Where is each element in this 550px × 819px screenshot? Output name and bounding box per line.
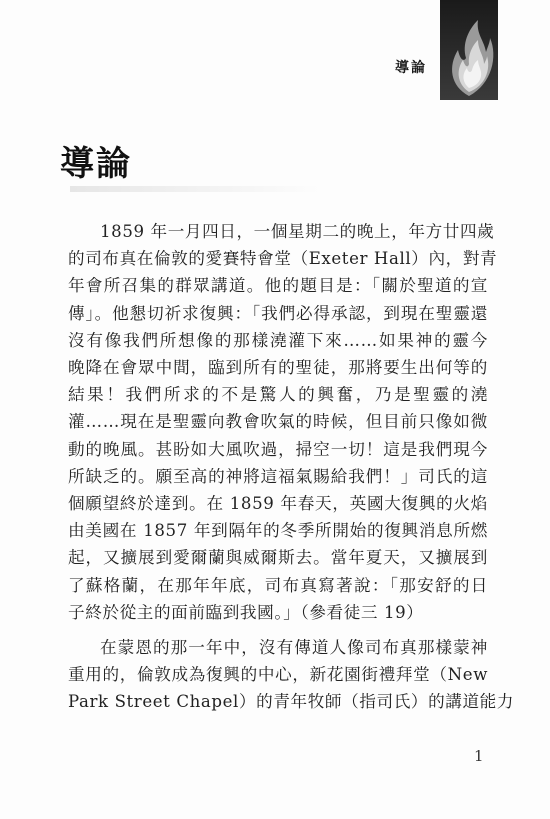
text-line: 結果！我們所求的不是驚人的興奮，乃是聖靈的澆 — [68, 385, 488, 405]
running-header-title: 導論 — [395, 60, 427, 76]
body-text — [68, 218, 515, 716]
text-line: 起，又擴展到愛爾蘭與威爾斯去。當年夏天，又擴展到 — [68, 548, 488, 568]
text-line: 1859 年一月四日，一個星期二的晚上，年方廿四歲 — [100, 222, 495, 241]
text-line: 沒有像我們所想像的那樣澆灌下來……如果神的靈今 — [68, 330, 488, 350]
flame-icon — [440, 0, 498, 100]
chapter-title: 導論 — [60, 144, 132, 184]
text-line: 了蘇格蘭，在那年年底，司布真寫著說：「那安舒的日 — [68, 575, 488, 595]
text-line: 重用的，倫敦成為復興的中心，新花園街禮拜堂（New — [68, 665, 488, 685]
text-line: 灌……現在是聖靈向教會吹氣的時候，但目前只像如微 — [68, 412, 488, 432]
text-line: 子終於從主的面前臨到我國。」（參看徒三 19） — [68, 602, 424, 622]
text-line: 動的晚風。甚盼如大風吹過，掃空一切！這是我們現今 — [68, 439, 488, 459]
text-line: Park Street Chapel）的青年牧師（指司氏）的講道能力 — [68, 692, 515, 712]
paragraph-gap — [68, 626, 488, 634]
text-line: 傳」。他懇切祈求復興：「我們必得承認，到現在聖靈還 — [68, 303, 488, 323]
text-line: 由美國在 1857 年到隔年的冬季所開始的復興消息所燃 — [68, 521, 488, 541]
text-line: 晚降在會眾中間，臨到所有的聖徒，那將要生出何等的 — [68, 358, 488, 378]
title-underline-decoration — [70, 186, 320, 192]
paragraph — [68, 634, 515, 716]
text-line: 年會所召集的群眾講道。他的題目是：「關於聖道的宣 — [68, 276, 488, 296]
page-number: 1 — [474, 747, 484, 765]
text-line: 所缺乏的。願至高的神將這福氣賜給我們！」司氏的這 — [68, 466, 488, 486]
text-line: 的司布真在倫敦的愛賽特會堂（Exeter Hall）內，對青 — [68, 249, 498, 269]
paragraph — [68, 218, 498, 626]
text-line: 在蒙恩的那一年中，沒有傳道人像司布真那樣蒙神 — [100, 638, 488, 658]
text-line: 個願望終於達到。在 1859 年春天，英國大復興的火焰 — [68, 494, 488, 514]
